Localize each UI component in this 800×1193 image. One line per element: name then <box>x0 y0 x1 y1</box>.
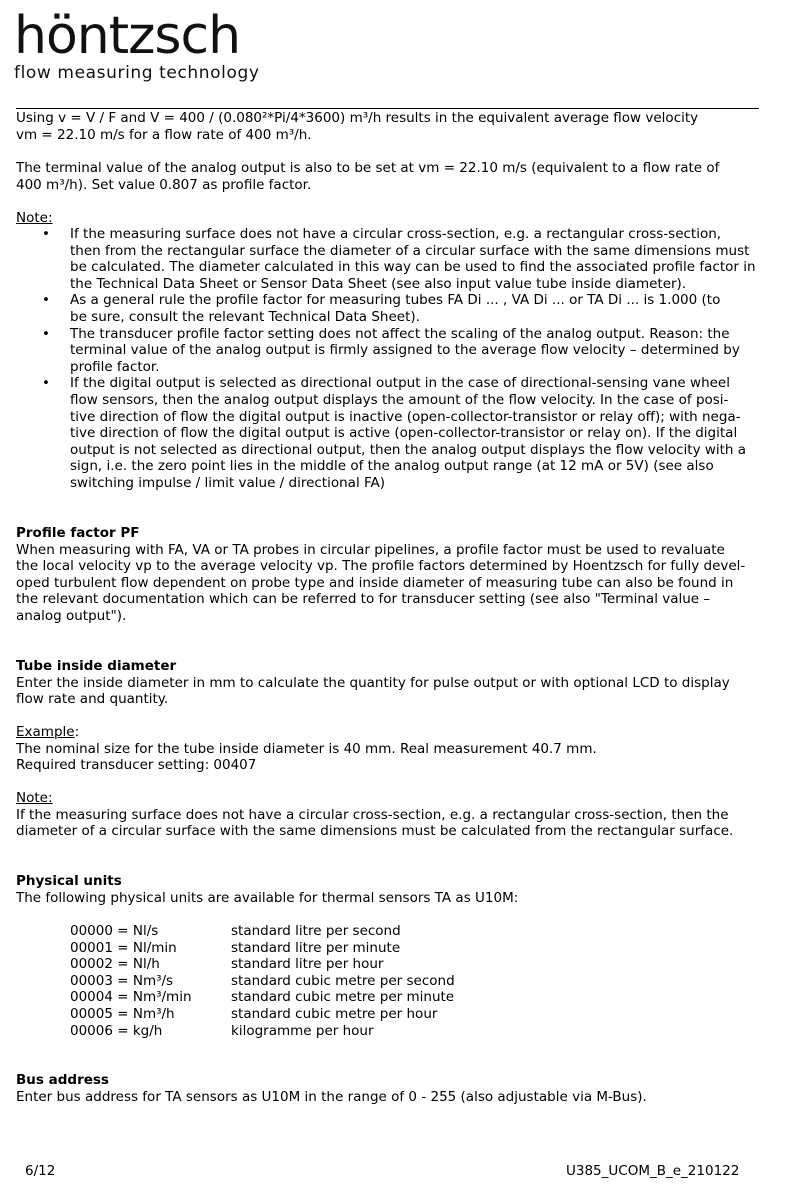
bullet-line: the Technical Data Sheet or Sensor Data Sheet (see also input value tube inside diameter). <box>70 275 687 292</box>
paragraph-line: The nominal size for the tube inside diameter is 40 mm. Real measurement 40.7 mm. <box>16 740 597 757</box>
bullet-line: then from the rectangular surface the diameter of a circular surface with the same dimensions must <box>70 242 750 259</box>
paragraph-line: the local velocity vp to the average velocity vp. The profile factors determined by Hoentzsch for fully devel- <box>16 558 746 575</box>
section-heading: Profile factor PF <box>16 525 140 541</box>
bullet-icon: • <box>42 375 50 392</box>
company-logo <box>14 8 260 83</box>
unit-description: kilogramme per hour <box>231 1022 374 1039</box>
unit-description: standard litre per minute <box>231 939 401 956</box>
paragraph-line: Enter the inside diameter in mm to calculate the quantity for pulse output or with optional LCD to display <box>16 674 730 691</box>
logo-tagline: flow measuring technology <box>14 63 260 83</box>
example-block <box>16 724 766 774</box>
table-row <box>70 923 455 940</box>
intro-line: 400 m³/h). Set value 0.807 as profile factor. <box>16 176 312 193</box>
bullet-line: profile factor. <box>70 358 160 375</box>
table-row <box>70 940 455 957</box>
paragraph-line: If the measuring surface does not have a circular cross-section, e.g. a rectangular cross-section, then the <box>16 806 729 823</box>
intro-line: Using v = V / F and V = 400 / (0.080²*Pi/4*3600) m³/h results in the equivalent average flow velocity <box>16 110 699 126</box>
example-colon: : <box>74 724 80 740</box>
unit-code: 00004 = Nm³/min <box>70 989 192 1006</box>
bullet-line: If the digital output is selected as directional output in the case of directional-sensing vane wheel <box>70 375 730 392</box>
bullet-icon: • <box>42 226 50 242</box>
note-label: Note: <box>16 790 53 806</box>
intro-line: The terminal value of the analog output is also to be set at vm = 22.10 m/s (equivalent to a flow rate of <box>16 160 720 176</box>
bullet-icon: • <box>42 325 50 342</box>
bullet-line: terminal value of the analog output is firmly assigned to the average flow velocity – determined by <box>70 342 740 359</box>
list-item <box>16 326 776 376</box>
paragraph-line: analog output"). <box>16 607 127 624</box>
bullet-line: As a general rule the profile factor for measuring tubes FA Di ... , VA Di ... or TA Di ... is 1.000 (to <box>70 292 721 309</box>
bullet-line: tive direction of flow the digital output is active (open-collector-transistor or relay on). If the digital <box>70 425 738 442</box>
paragraph-line: When measuring with FA, VA or TA probes in circular pipelines, a profile factor must be used to revaluate <box>16 541 725 558</box>
bullet-icon: • <box>42 292 50 309</box>
intro-line: vm = 22.10 m/s for a flow rate of 400 m³/h. <box>16 126 312 143</box>
unit-description: standard cubic metre per second <box>231 972 455 989</box>
units-table <box>70 923 455 1039</box>
unit-code: 00000 = Nl/s <box>70 923 159 939</box>
table-row <box>70 1023 455 1040</box>
header-divider <box>16 108 759 109</box>
unit-description: standard cubic metre per minute <box>231 989 455 1006</box>
unit-description: standard litre per hour <box>231 956 384 973</box>
unit-code: 00002 = Nl/h <box>70 956 160 973</box>
note-heading <box>16 210 766 227</box>
section-heading: Tube inside diameter <box>16 658 177 674</box>
paragraph-line: Required transducer setting: 00407 <box>16 757 257 774</box>
list-item <box>16 375 776 491</box>
bullet-line: switching impulse / limit value / directional FA) <box>70 474 386 491</box>
table-row <box>70 973 455 990</box>
paragraph-line: the relevant documentation which can be referred to for transducer setting (see also "Terminal value – <box>16 591 711 608</box>
bullet-line: tive direction of flow the digital output is inactive (open-collector-transistor or relay off); with nega- <box>70 408 741 425</box>
bullet-line: If the measuring surface does not have a circular cross-section, e.g. a rectangular cross-section, <box>70 226 722 242</box>
paragraph-line: flow rate and quantity. <box>16 691 169 708</box>
terminal-value-paragraph <box>16 160 766 193</box>
bullet-line: flow sensors, then the analog output displays the amount of the flow velocity. In the case of posi- <box>70 391 729 408</box>
bullet-line: The transducer profile factor setting does not affect the scaling of the analog output. Reason: the <box>70 325 730 342</box>
logo-wordmark: höntzsch <box>14 6 241 66</box>
unit-code: 00003 = Nm³/s <box>70 972 174 989</box>
table-row <box>70 989 455 1006</box>
bullet-line: be sure, consult the relevant Technical Data Sheet). <box>70 308 420 325</box>
section-heading: Bus address <box>16 1072 109 1088</box>
example-label: Example <box>16 724 75 740</box>
bullet-line: sign, i.e. the zero point lies in the middle of the analog output range (at 12 mA or 5V) (see also <box>70 458 714 475</box>
intro-paragraph <box>16 110 766 143</box>
bus-address-section <box>16 1072 766 1105</box>
physical-units-section <box>16 873 766 906</box>
unit-description: standard cubic metre per hour <box>231 1005 438 1022</box>
note-bullet-list <box>16 226 776 492</box>
list-item <box>16 226 776 292</box>
section-heading: Physical units <box>16 873 122 889</box>
profile-factor-section <box>16 525 766 625</box>
unit-code: 00006 = kg/h <box>70 1022 163 1039</box>
bullet-line: be calculated. The diameter calculated in this way can be used to find the associated profile factor in <box>70 259 756 276</box>
paragraph-line: The following physical units are available for thermal sensors TA as U10M: <box>16 889 519 906</box>
unit-code: 00005 = Nm³/h <box>70 1005 175 1022</box>
list-item <box>16 292 776 325</box>
paragraph-line: Enter bus address for TA sensors as U10M in the range of 0 - 255 (also adjustable via M-Bus). <box>16 1088 647 1105</box>
unit-description: standard litre per second <box>231 923 401 939</box>
paragraph-line: oped turbulent flow dependent on probe type and inside diameter of measuring tube can also be found in <box>16 574 734 591</box>
paragraph-line: diameter of a circular surface with the same dimensions must be calculated from the rectangular surface. <box>16 823 734 840</box>
bullet-line: output is not selected as directional output, then the analog output displays the flow velocity with a <box>70 441 747 458</box>
table-row <box>70 1006 455 1023</box>
document-id: U385_UCOM_B_e_210122 <box>566 1163 740 1179</box>
unit-code: 00001 = Nl/min <box>70 939 177 956</box>
note-label: Note: <box>16 210 53 226</box>
tube-diameter-section <box>16 658 766 708</box>
page-number: 6/12 <box>25 1163 56 1179</box>
note-block <box>16 790 766 840</box>
table-row <box>70 956 455 973</box>
